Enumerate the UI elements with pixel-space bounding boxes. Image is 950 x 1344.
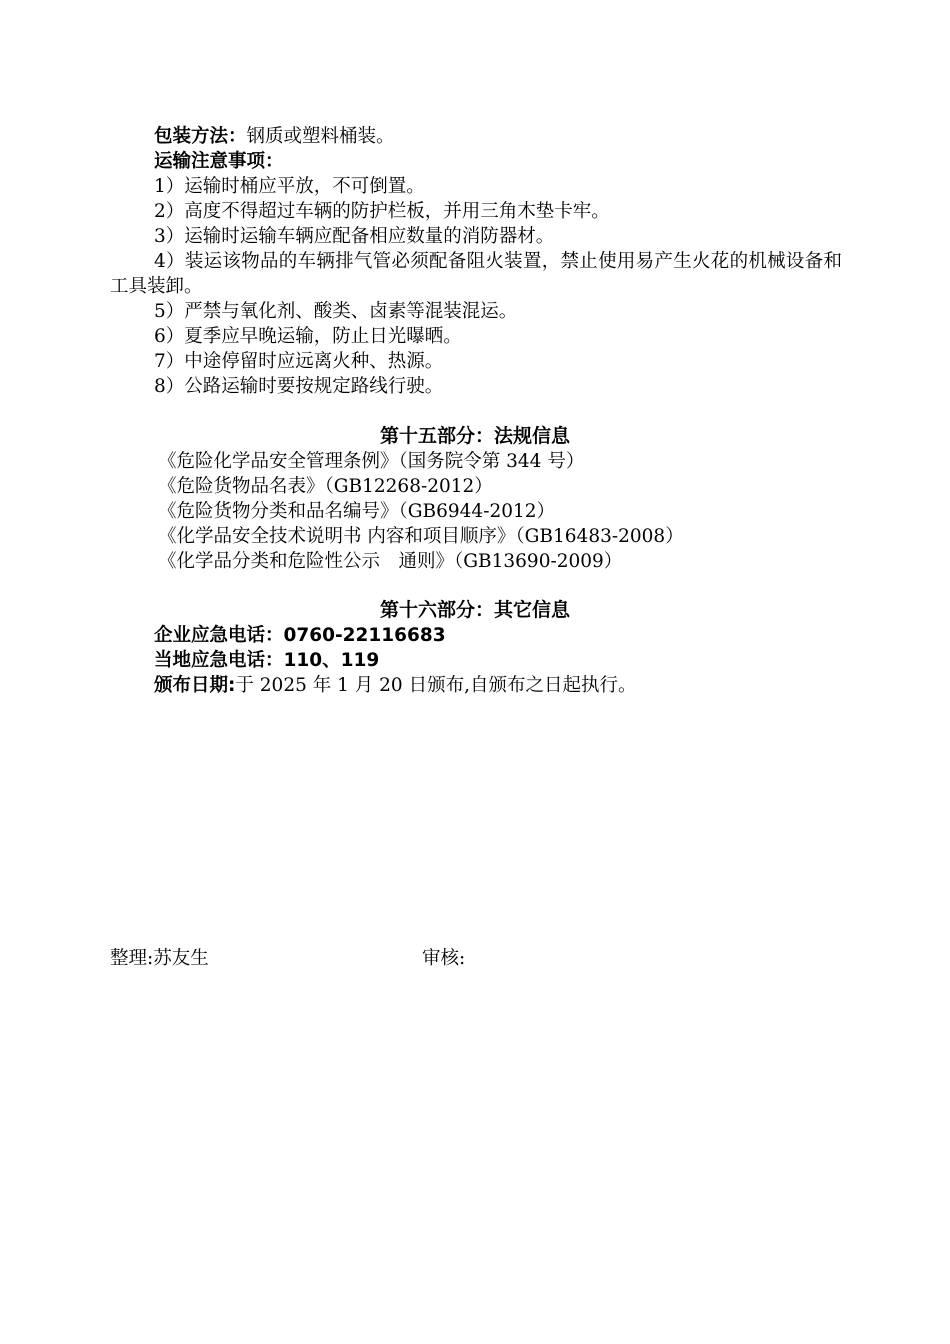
transport-item-4: 4）装运该物品的车辆排气管必须配备阻火装置，禁止使用易产生火花的机械设备和工具装卸。 [110,251,842,297]
release-date-value: 于 2025 年 1 月 20 日颁布,自颁布之日起执行。 [235,675,637,696]
company-emergency-phone: 企业应急电话：0760-22116683 [154,625,446,646]
section16-title: 第十六部分：其它信息 [379,599,570,621]
release-date-label: 颁布日期: [154,675,236,696]
transport-item-6: 6）夏季应早晚运输，防止日光曝晒。 [154,326,462,347]
transport-item-2: 2）高度不得超过车辆的防护栏板，并用三角木垫卡牢。 [154,201,610,222]
transport-item-7: 7）中途停留时应远离火种、热源。 [154,351,444,372]
packaging-line [154,124,395,149]
transport-title: 运输注意事项： [154,151,284,172]
section15-title: 第十五部分：法规信息 [379,425,570,447]
reviewed-by: 审核: [422,948,466,969]
local-emergency-phone: 当地应急电话：110、119 [154,650,380,671]
transport-item-3: 3）运输时运输车辆应配备相应数量的消防器材。 [154,226,555,247]
transport-item-5: 5）严禁与氧化剂、酸类、卤素等混装混运。 [154,301,518,322]
prepared-by: 整理:苏友生 [110,948,209,969]
regulation-4: 《化学品安全技术说明书 内容和项目顺序》（GB16483-2008） [158,526,684,547]
packaging-label: 包装方法： [154,126,247,147]
regulation-1: 《危险化学品安全管理条例》（国务院令第 344 号） [158,451,585,472]
regulation-3: 《危险货物分类和品名编号》（GB6944-2012） [158,501,556,522]
release-date-line [154,673,636,698]
packaging-value: 钢质或塑料桶装。 [246,126,395,147]
regulation-2: 《危险货物品名表》（GB12268-2012） [158,476,493,497]
transport-item-8: 8）公路运输时要按规定路线行驶。 [154,376,444,397]
regulation-5: 《化学品分类和危险性公示 通则》（GB13690-2009） [158,551,623,572]
transport-item-1: 1）运输时桶应平放，不可倒置。 [154,176,425,197]
